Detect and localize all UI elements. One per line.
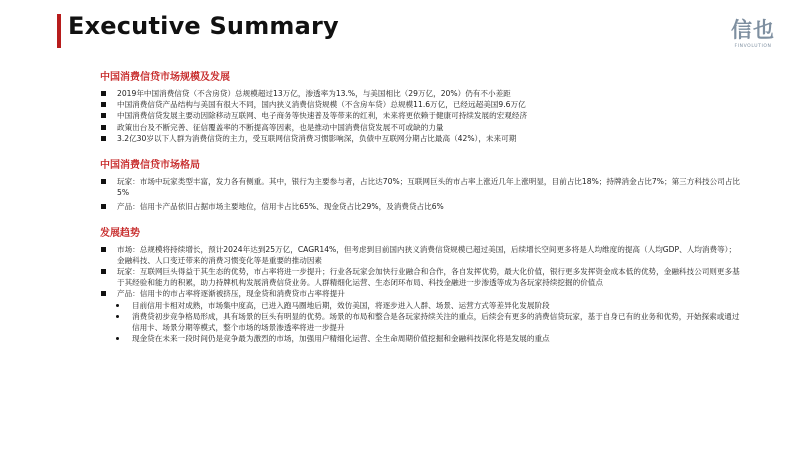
section-market-size bbox=[100, 68, 740, 144]
logo-mark: 信也 bbox=[731, 18, 775, 42]
section-title: 发展趋势 bbox=[100, 227, 140, 239]
bullet-item: 3.2亿30岁以下人群为消费信贷的主力，受互联网信贷消费习惯影响深，负债中互联网分期占比最高（42%），未来可期 bbox=[100, 133, 740, 144]
company-logo bbox=[728, 18, 778, 49]
sub-bullet-list bbox=[100, 300, 740, 345]
bullet-item: 中国消费信贷发展主要动因除移动互联网、电子商务等快速普及等带来的红利，未来将更依赖于健康可持续发展的宏观经济 bbox=[100, 110, 740, 121]
bullet-item: 2019年中国消费信贷（不含房贷）总规模超过13万亿，渗透率为13.%，与美国相比（29万亿，20%）仍有不小差距 bbox=[100, 88, 740, 99]
sub-bullet-item: 消费贷初步竞争格局形成，具有场景的巨头有明显的优势。场景的布局和整合是各玩家持续关注的重点，后续会有更多的消费信贷玩家，基于自身已有的业务和优势，开始探索或通过信用卡、场景分期等模式，整个市场的场景渗透率将进一步提升 bbox=[115, 311, 740, 333]
logo-subtitle: FINVOLUTION bbox=[734, 44, 772, 49]
bullet-item: 产品：信用卡的市占率将逐渐被挤压，现金贷和消费贷市占率将提升 bbox=[100, 288, 740, 299]
section-market-landscape bbox=[100, 156, 740, 213]
section-trends bbox=[100, 224, 740, 345]
bullet-item: 中国消费信贷产品结构与美国有很大不同，国内狭义消费信贷规模（不含房车贷）总规模11.6万亿，已经远超美国9.6万亿 bbox=[100, 99, 740, 110]
sub-bullet-item: 现金贷在未来一段时间仍是竞争最为激烈的市场，加强用户精细化运营、全生命周期价值挖掘和金融科技深化将是发展的重点 bbox=[115, 333, 740, 344]
title-accent-bar bbox=[57, 14, 61, 48]
bullet-item: 玩家：互联网巨头得益于其生态的优势，市占率将进一步提升；行业各玩家会加快行业融合和合作，各自发挥优势，最大化价值，银行更多发挥资金成本低的优势，金融科技公司则更多基于其经验和能力的积累，助力持牌机构发展消费信贷业务。人群精细化运营、生态闭环布局、科技金融进一步渗透等成为各玩家持续挖掘的价值点 bbox=[100, 266, 740, 288]
section-title: 中国消费信贷市场格局 bbox=[100, 160, 200, 172]
bullet-list bbox=[100, 244, 740, 300]
bullet-item: 市场：总规模将持续增长，预计2024年达到25万亿，CAGR14%，但考虑到目前国内狭义消费信贷规模已超过美国，后续增长空间更多将是人均维度的提高（人均GDP、人均消费等）；金融科技、人口变迁带来的消费习惯变化等是重要的推动因素 bbox=[100, 244, 740, 266]
bullet-list bbox=[100, 88, 740, 144]
bullet-item: 玩家：市场中玩家类型丰富，发力各有侧重。其中，银行为主要参与者，占比达70%；互联网巨头的市占率上涨近几年上涨明显，目前占比18%；持牌消金占比7%；第三方科技公司占比5% bbox=[100, 176, 740, 198]
bullet-list bbox=[100, 176, 740, 213]
summary-content bbox=[100, 68, 740, 344]
page-title: Executive Summary bbox=[68, 12, 339, 40]
sub-bullet-item: 目前信用卡相对成熟，市场集中度高，已进入跑马圈地后期，效仿美国，将逐步进入人群、场景、运营方式等差异化发展阶段 bbox=[115, 300, 740, 311]
section-title: 中国消费信贷市场规模及发展 bbox=[100, 72, 230, 83]
bullet-item: 政策出台及不断完善、征信覆盖率的不断提高等因素，也是推动中国消费信贷发展不可或缺的力量 bbox=[100, 122, 740, 133]
bullet-item: 产品：信用卡产品依旧占据市场主要地位，信用卡占比65%、现金贷占比29%，及消费贷占比6% bbox=[100, 201, 740, 212]
